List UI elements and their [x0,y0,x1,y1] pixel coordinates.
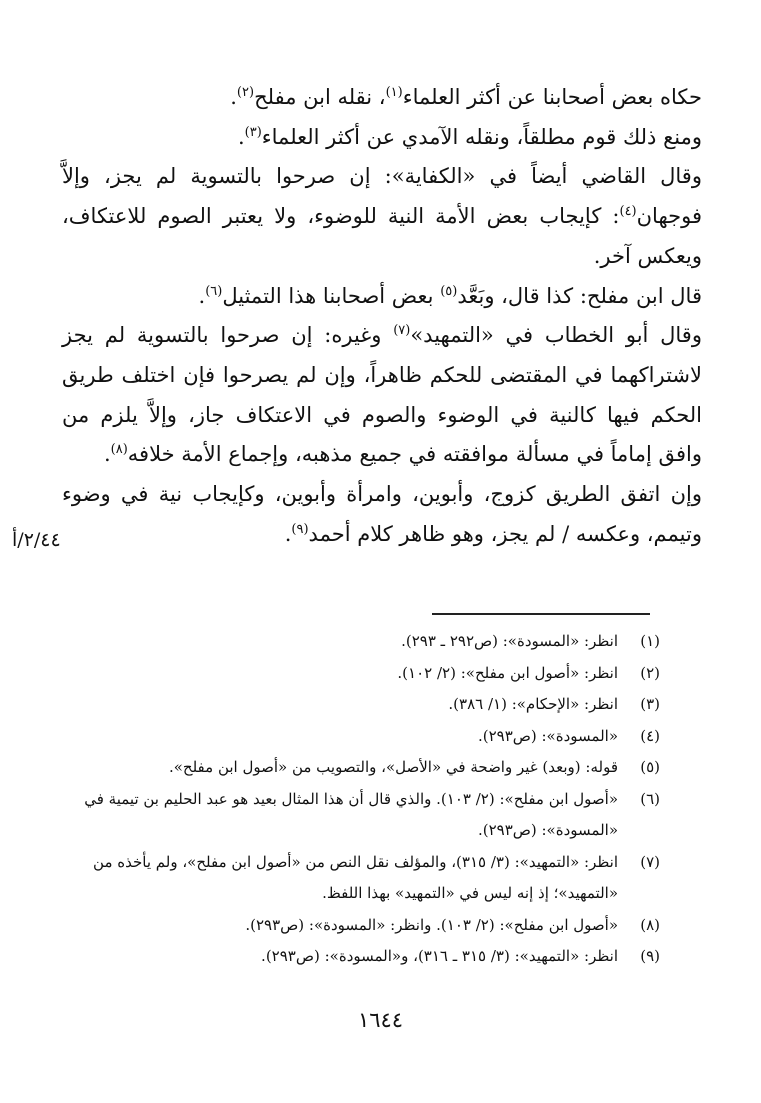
manuscript-folio-marker: ٢/٤٤/أ [12,529,61,551]
footnote-ref: (٣) [244,124,262,140]
main-text [62,78,702,554]
footnote-text: انظر: «الإحكام»: (١/ ٣٨٦). [448,695,618,713]
paragraph-5: وقال أبو الخطاب في «التمهيد»$^{(٧)}$ وغيره: إن صرحوا بالتسوية لم يجز لاشتراكهما في المقتضى للحكم ظاهراً، وإن لم يصرحوا فإن اختلف طريق الحكم فيها كالنية في الوضوء والصوم في الاعتكاف جاز، وإلاَّ يلزم من وافق إماماً في مسألة موافقته في جميع مذهبه، وإجماع الأمة خلافه$^{(٨)}$. [62,323,702,467]
footnote-ref: (٧) [393,323,411,339]
footnote-text: «أصول ابن مفلح»: (٢/ ١٠٣). والذي قال أن هذا المثال بعيد هو عبد الحليم بن تيمية في «المسودة»: (ص٢٩٣). [84,789,618,839]
footnote-ref: (٩) [291,521,309,537]
footnote-number: (٩) [640,947,660,965]
footnote-number: (٢) [640,663,660,682]
footnote-divider [432,613,650,615]
footnote-item [60,847,660,910]
footnote-ref: (٦) [205,283,223,299]
footnote-item [60,689,660,721]
footnote-text: «أصول ابن مفلح»: (٢/ ١٠٣). وانظر: «المسودة»: (ص٢٩٣). [245,915,618,934]
footnotes [60,626,660,973]
paragraph-2: ومنع ذلك قوم مطلقاً، ونقله الآمدي عن أكثر العلماء$^{(٣)}$. [237,124,702,149]
page-number: ١٦٤٤ [357,1008,404,1032]
footnote-text: «المسودة»: (ص٢٩٣). [477,726,618,745]
footnote-ref: (١) [385,85,403,100]
footnote-item [60,784,660,847]
footnote-ref: (٨) [110,442,128,458]
footnote-number: (٥) [640,758,660,776]
footnote-number: (٨) [640,915,660,934]
paragraph-4: قال ابن مفلح: كذا قال، وبَعَّد$^{(٥)}$ بعض أصحابنا هذا التمثيل$^{(٦)}$. [198,283,702,308]
footnote-number: (٣) [640,695,660,713]
footnote-text: قوله: (وبعد) غير واضحة في «الأصل»، والتصويب من «أصول ابن مفلح». [168,758,618,776]
footnote-ref: (٢) [236,85,255,100]
footnote-text: انظر: «التمهيد»: (٣/ ٣١٥ ـ ٣١٦)، و«المسودة»: (ص٢٩٣). [261,947,618,965]
paragraph-1: حكاه بعض أصحابنا عن أكثر العلماء$^{(١)}$، نقله ابن مفلح$^{(٢)}$. [230,85,702,109]
footnote-number: (٤) [640,726,660,745]
paragraph-6: وإن اتفق الطريق كزوج، وأبوين، وامرأة وأبوين، وكإيجاب نية في وضوء وتيمم، وعكسه / لم يجز، وهو ظاهر كلام أحمد$^{(٩)}$. [62,482,702,546]
footnote-text: انظر: «المسودة»: (ص٢٩٢ ـ ٢٩٣). [401,632,618,650]
footnote-number: (١) [640,632,660,650]
footnote-ref: (٥) [440,283,458,299]
footnote-item [60,941,660,973]
footnote-item [60,910,660,942]
paragraph-3: وقال القاضي أيضاً في «الكفاية»: إن صرحوا بالتسوية لم يجز، وإلاَّ فوجهان$^{(٤)}$: كإيجاب بعض الأمة النية للوضوء، ولا يعتبر الصوم للاعتكاف، ويعكس آخر. [62,164,702,268]
footnote-number: (٧) [640,852,660,871]
footnote-number: (٦) [640,789,660,808]
footnote-text: انظر: «التمهيد»: (٣/ ٣١٥)، والمؤلف نقل النص من «أصول ابن مفلح»، ولم يأخذه من «التمهيد»؛ إذ إنه ليس في «التمهيد» بهذا اللفظ. [93,852,618,902]
footnote-item [60,658,660,690]
footnote-item [60,721,660,753]
footnote-ref: (٤) [619,204,637,220]
footnote-item [60,752,660,784]
footnote-text: انظر: «أصول ابن مفلح»: (٢/ ١٠٢). [397,663,618,682]
footnote-item [60,626,660,658]
